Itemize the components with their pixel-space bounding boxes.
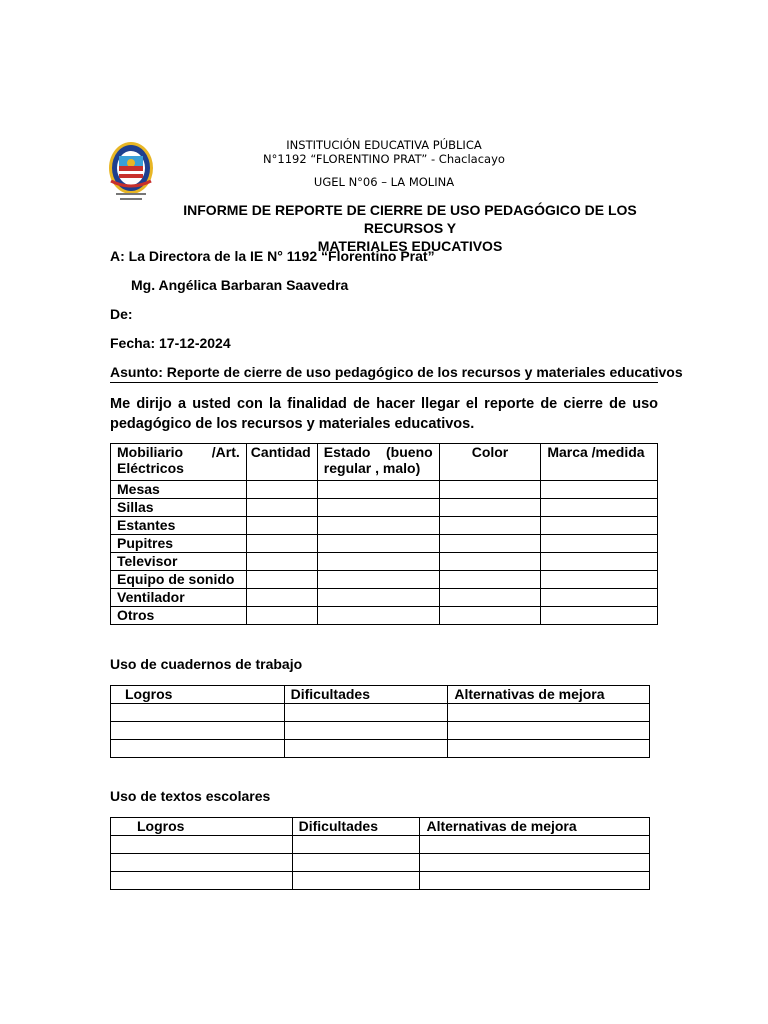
subject-line: Asunto: Reporte de cierre de uso pedagógico de los recursos y materiales educativos: [110, 364, 683, 380]
cell: [111, 740, 285, 758]
report-title-line2: MATERIALES EDUCATIVOS: [317, 238, 503, 254]
cell: [317, 553, 439, 571]
cell: [111, 836, 293, 854]
cell: [541, 553, 658, 571]
header-achievements: Logros: [111, 686, 285, 704]
cell: [111, 872, 293, 890]
report-title: [150, 201, 670, 255]
workbooks-label: Uso de cuadernos de trabajo: [110, 656, 303, 672]
report-title-line1: INFORME DE REPORTE DE CIERRE DE USO PEDAGÓGICO DE LOS RECURSOS Y: [183, 202, 637, 236]
row-label: Ventilador: [111, 589, 247, 607]
table-header-row: [111, 818, 650, 836]
row-label: Estantes: [111, 517, 247, 535]
row-label: Sillas: [111, 499, 247, 517]
header-furniture-b: /Art.: [211, 444, 240, 460]
header-furniture-c: Eléctricos: [117, 460, 184, 476]
header-color: Color: [439, 444, 541, 481]
header-brand: Marca /medida: [541, 444, 658, 481]
cell: [541, 607, 658, 625]
row-label: Pupitres: [111, 535, 247, 553]
addressee-line: A: La Directora de la IE N° 1192 “Florentino Prat”: [110, 248, 435, 264]
cell: [292, 854, 420, 872]
header-state-a: Estado: [323, 444, 371, 460]
cell: [246, 553, 317, 571]
cell: [439, 499, 541, 517]
furniture-table: [110, 443, 658, 625]
date-line: Fecha: 17-12-2024: [110, 335, 231, 351]
cell: [439, 535, 541, 553]
cell: [292, 872, 420, 890]
cell: [541, 517, 658, 535]
cell: [541, 499, 658, 517]
cell: [284, 722, 448, 740]
cell: [439, 571, 541, 589]
table-row: [111, 836, 650, 854]
cell: [246, 589, 317, 607]
table-header-row: [111, 686, 650, 704]
cell: [448, 740, 650, 758]
cell: [541, 571, 658, 589]
table-row: [111, 722, 650, 740]
cell: [246, 535, 317, 553]
cell: [439, 517, 541, 535]
addressee-name: Mg. Angélica Barbaran Saavedra: [131, 277, 349, 293]
header-furniture: [111, 444, 247, 481]
header-alternatives: Alternativas de mejora: [420, 818, 650, 836]
header-alternatives: Alternativas de mejora: [448, 686, 650, 704]
cell: [317, 517, 439, 535]
cell: [439, 589, 541, 607]
cell: [111, 854, 293, 872]
table-row: [111, 854, 650, 872]
header-furniture-a: Mobiliario: [117, 444, 184, 460]
table-row: [111, 872, 650, 890]
cell: [317, 571, 439, 589]
table-row: [111, 535, 658, 553]
cell: [111, 704, 285, 722]
table-row: [111, 571, 658, 589]
header-state-c: regular , malo): [323, 460, 421, 476]
cell: [317, 481, 439, 499]
row-label: Mesas: [111, 481, 247, 499]
table-row: [111, 704, 650, 722]
cell: [448, 704, 650, 722]
cell: [292, 836, 420, 854]
school-name: INSTITUCIÓN EDUCATIVA PÚBLICA: [286, 138, 482, 152]
cell: [246, 607, 317, 625]
textbooks-table: [110, 817, 650, 890]
cell: [284, 704, 448, 722]
cell: [420, 854, 650, 872]
cell: [246, 517, 317, 535]
cell: [317, 535, 439, 553]
workbooks-table: [110, 685, 650, 758]
cell: [541, 589, 658, 607]
cell: [439, 553, 541, 571]
from-label: De:: [110, 306, 133, 322]
cell: [541, 481, 658, 499]
textbooks-label: Uso de textos escolares: [110, 788, 271, 804]
school-number: N°1192 “FLORENTINO PRAT” - Chaclacayo: [263, 152, 505, 166]
table-row: [111, 499, 658, 517]
table-row: [111, 589, 658, 607]
table-row: [111, 517, 658, 535]
cell: [420, 872, 650, 890]
table-row: [111, 481, 658, 499]
row-label: Equipo de sonido: [111, 571, 247, 589]
table-header-row: [111, 444, 658, 481]
cell: [317, 607, 439, 625]
cell: [284, 740, 448, 758]
school-crest-icon: [106, 141, 156, 203]
row-label: Otros: [111, 607, 247, 625]
table-row: [111, 607, 658, 625]
cell: [541, 535, 658, 553]
cell: [420, 836, 650, 854]
cell: [246, 481, 317, 499]
cell: [246, 571, 317, 589]
table-row: [111, 553, 658, 571]
header-difficulties: Dificultades: [292, 818, 420, 836]
cell: [317, 589, 439, 607]
header-state-b: (bueno: [386, 444, 433, 460]
cell: [439, 481, 541, 499]
header-state: [317, 444, 439, 481]
header-achievements: Logros: [111, 818, 293, 836]
cell: [246, 499, 317, 517]
table-row: [111, 740, 650, 758]
cell: [448, 722, 650, 740]
cell: [317, 499, 439, 517]
subject-divider: [110, 382, 658, 383]
ugel-line: UGEL N°06 – LA MOLINA: [313, 175, 455, 189]
cell: [111, 722, 285, 740]
intro-paragraph: Me dirijo a usted con la finalidad de hacer llegar el reporte de cierre de uso pedagógico de los recursos y materiales educativos.: [110, 396, 658, 432]
header-quantity: Cantidad: [246, 444, 317, 481]
header-difficulties: Dificultades: [284, 686, 448, 704]
row-label: Televisor: [111, 553, 247, 571]
cell: [439, 607, 541, 625]
